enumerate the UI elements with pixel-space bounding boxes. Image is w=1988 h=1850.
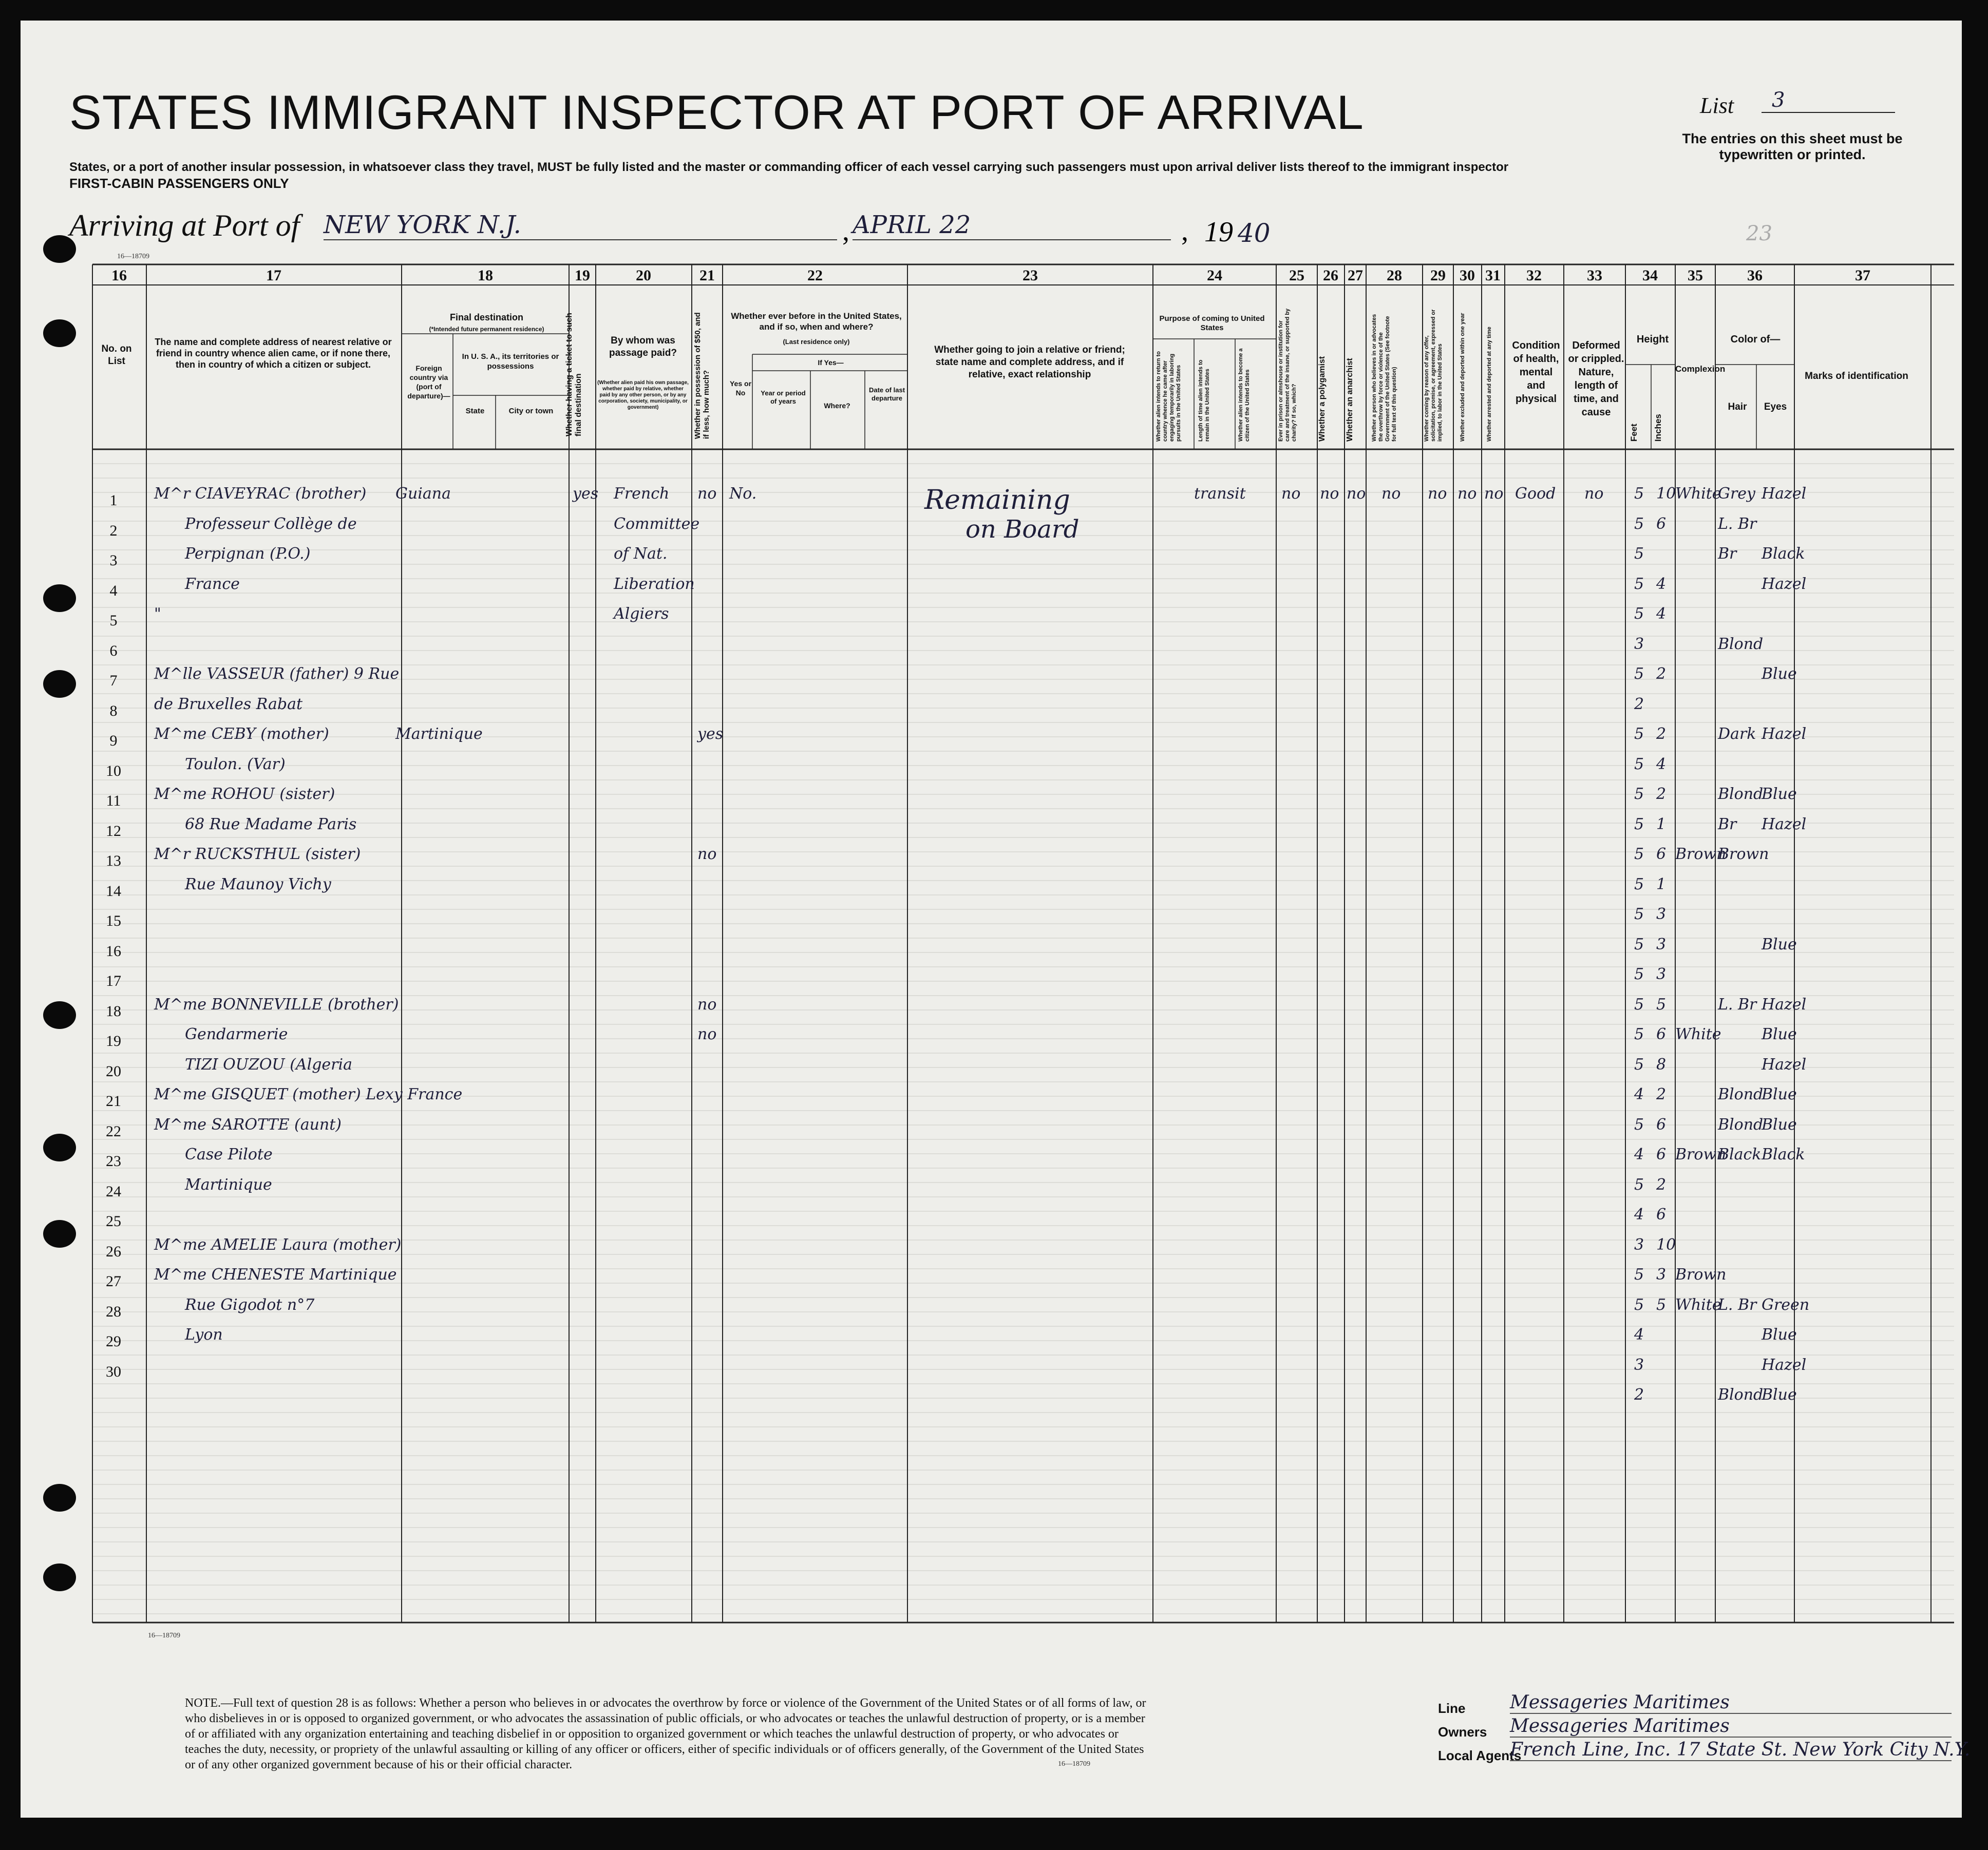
header-no-on-list: No. on List: [101, 344, 132, 367]
excluded-cell: no: [1457, 485, 1477, 503]
form-code-note: 16—18709: [1058, 1760, 1090, 1768]
header-passage-note: (Whether alien paid his own passage, whether paid by relative, whether paid by any other person, or by any corporation, society, municipality, or government): [597, 380, 689, 410]
row-number: 15: [106, 912, 121, 929]
row-number: 8: [109, 702, 118, 719]
header-final-destination-note: (*Intended future permanent residence): [429, 326, 544, 333]
column-number: 28: [1387, 267, 1402, 284]
relative-cell: Case Pilote: [185, 1146, 273, 1164]
entries-note: The entries on this sheet must be typewritten or printed.: [1682, 131, 1903, 162]
eyes-cell: Blue: [1762, 1085, 1797, 1103]
header-passage-paid: By whom was passage paid?: [609, 335, 677, 358]
eyes-cell: Hazel: [1762, 575, 1807, 593]
feet-cell: 3: [1634, 635, 1644, 653]
column-number: 18: [478, 267, 493, 284]
join-cell: Remaining: [924, 485, 1070, 516]
relative-cell: M^me ROHOU (sister): [154, 785, 335, 803]
hair-cell: Grey: [1718, 485, 1756, 503]
eyes-cell: Blue: [1762, 1025, 1797, 1043]
labor-cell: no: [1428, 485, 1447, 503]
feet-cell: 5: [1634, 1115, 1644, 1134]
hair-cell: Brown: [1718, 845, 1769, 863]
row-number: 5: [109, 612, 118, 629]
inches-cell: 1: [1656, 875, 1667, 893]
column-number: 32: [1526, 267, 1542, 284]
inches-cell: 6: [1656, 845, 1667, 863]
feet-cell: 5: [1634, 605, 1644, 623]
feet-cell: 5: [1634, 965, 1644, 983]
feet-cell: 5: [1634, 665, 1644, 683]
row-number: 24: [106, 1183, 121, 1200]
feet-cell: 5: [1634, 545, 1644, 563]
header-final-destination: Final destination: [449, 312, 523, 322]
row-number: 22: [106, 1122, 121, 1140]
feet-cell: 3: [1634, 1356, 1644, 1374]
column-number: 26: [1323, 267, 1338, 284]
date-field: APRIL 22: [853, 211, 1171, 240]
row-number: 26: [106, 1243, 121, 1260]
arriving-label: Arriving at Port of: [69, 208, 300, 242]
prison-cell: no: [1281, 485, 1301, 503]
header-inches: Inches: [1653, 414, 1663, 442]
eyes-cell: Blue: [1762, 665, 1797, 683]
footnote-question-28: NOTE.—Full text of question 28 is as follows: Whether a person who believes in or advocates the overthrow by force or violence of the Government of the United States or of all forms of law, or who disbelieves in or is opposed to organized government, or who advocates the assassination of public officials, or who advocates or teaches the unlawful destruction of property, or is a member of or affiliated with any organization entertaining and teaching disbelief in or opposition to organized government or which teaches the unlawful destruction of property, or who advocates or teaches the duty, necessity, or propriety of the unlawful assaulting or killing of any officer or officers, either of specific individuals or of officers generally, of the Government of the United States or of any other organized government because of his or their official character.: [185, 1696, 1146, 1771]
eyes-cell: Hazel: [1762, 995, 1807, 1014]
row-number: 13: [106, 852, 121, 869]
header-color-of: Color of—: [1730, 334, 1781, 345]
money-cell: no: [697, 485, 717, 503]
inches-cell: 2: [1656, 725, 1667, 743]
line-value: Messageries Maritimes: [1510, 1692, 1952, 1714]
relative-cell: Gendarmerie: [185, 1025, 288, 1043]
eyes-cell: Hazel: [1762, 485, 1807, 503]
relative-cell: Rue Gigodot n°7: [185, 1295, 315, 1314]
relative-cell: M^me CHENESTE Martinique: [154, 1266, 397, 1284]
inches-cell: 6: [1656, 1025, 1667, 1043]
inches-cell: 5: [1656, 995, 1667, 1014]
hair-cell: Blond: [1718, 1386, 1764, 1404]
list-label: List: [1700, 93, 1734, 118]
relative-cell: M^me SAROTTE (aunt): [154, 1115, 342, 1134]
deported-cell: no: [1484, 485, 1504, 503]
row-number: 30: [106, 1363, 121, 1380]
feet-cell: 4: [1634, 1326, 1644, 1344]
header-foreign-country: Foreign country via (port of departure)—: [407, 364, 450, 400]
eyes-cell: Blue: [1762, 1115, 1797, 1134]
anarchist-cell: no: [1347, 485, 1366, 503]
header-ever-before: Whether ever before in the United States, and if so, when and where?: [731, 311, 902, 332]
hair-cell: Blond: [1718, 1085, 1764, 1103]
agents-label: Local Agents: [1438, 1748, 1522, 1763]
inches-cell: 10: [1656, 1235, 1676, 1254]
inches-cell: 3: [1656, 935, 1667, 953]
inches-cell: 2: [1656, 1175, 1667, 1194]
complexion-cell: White: [1675, 1295, 1721, 1314]
header-purpose-return: Whether alien intends to return to country whence he came after engaging temporarily in laboring pursuits in the United States: [1156, 351, 1182, 442]
eyes-cell: Black: [1762, 1146, 1805, 1164]
overthrow-cell: no: [1381, 485, 1401, 503]
form-title: STATES IMMIGRANT INSPECTOR AT PORT OF ARRIVAL: [69, 85, 1364, 139]
column-number: 34: [1642, 267, 1658, 284]
eyes-cell: Blue: [1762, 1326, 1797, 1344]
row-number: 19: [106, 1033, 121, 1050]
hair-cell: Black: [1718, 1146, 1762, 1164]
complexion-cell: Brown: [1675, 1146, 1727, 1164]
money-cell: yes: [697, 725, 724, 743]
feet-cell: 4: [1634, 1206, 1644, 1224]
header-ever-before-note: (Last residence only): [783, 338, 850, 346]
complexion-cell: White: [1675, 1025, 1721, 1043]
eyes-cell: Black: [1762, 545, 1805, 563]
header-yes-no: Yes or No: [729, 379, 752, 397]
feet-cell: 5: [1634, 845, 1644, 863]
owners-label: Owners: [1438, 1724, 1487, 1740]
eyes-cell: Blue: [1762, 1386, 1797, 1404]
inches-cell: 6: [1656, 1115, 1667, 1134]
hair-cell: L. Br: [1718, 995, 1757, 1014]
header-last-departure: Date of last departure: [868, 386, 905, 402]
complexion-cell: Brown: [1675, 845, 1727, 863]
header-complexion: Complexion: [1675, 364, 1726, 374]
deformed-cell: no: [1584, 485, 1604, 503]
owners-value: Messageries Maritimes: [1510, 1715, 1952, 1738]
inches-cell: 2: [1656, 1085, 1667, 1103]
via-cell: Guiana: [395, 485, 451, 503]
row-number: 10: [106, 762, 121, 779]
feet-cell: 5: [1634, 575, 1644, 593]
inches-cell: 6: [1656, 514, 1667, 533]
relative-cell: Perpignan (P.O.): [185, 545, 311, 563]
column-number: 27: [1348, 267, 1363, 284]
hair-cell: L. Br: [1718, 1295, 1757, 1314]
feet-cell: 2: [1634, 1386, 1644, 1404]
eyes-cell: Blue: [1762, 785, 1797, 803]
eyes-cell: Hazel: [1762, 725, 1807, 743]
column-number: 21: [699, 267, 715, 284]
column-number: 16: [111, 267, 127, 284]
line-label: Line: [1438, 1701, 1466, 1716]
polygamist-cell: no: [1320, 485, 1339, 503]
row-number: 2: [109, 522, 118, 539]
row-number: 18: [106, 1002, 121, 1020]
relative-cell: Martinique: [185, 1175, 272, 1194]
money-cell: no: [697, 995, 717, 1014]
header-health: Condition of health, mental and physical: [1512, 340, 1560, 405]
row-number: 7: [109, 672, 118, 689]
feet-cell: 5: [1634, 875, 1644, 893]
paid-by-cell: Algiers: [614, 605, 669, 623]
hair-cell: L. Br: [1718, 514, 1757, 533]
relative-cell: 68 Rue Madame Paris: [185, 815, 357, 833]
feet-cell: 5: [1634, 485, 1644, 503]
hair-cell: Br: [1718, 545, 1737, 563]
form-code-bottom: 16—18709: [148, 1632, 180, 1639]
header-anarchist: Whether an anarchist: [1346, 358, 1354, 442]
row-number: 27: [106, 1273, 121, 1290]
header-excluded: Whether excluded and deported within one year: [1460, 313, 1466, 442]
relative-cell: ": [154, 605, 161, 623]
form-code-top: 16—18709: [117, 253, 149, 260]
row-number: 1: [109, 492, 118, 509]
relative-cell: M^lle VASSEUR (father) 9 Rue: [154, 665, 400, 683]
feet-cell: 5: [1634, 514, 1644, 533]
hair-cell: Blond: [1718, 785, 1764, 803]
paid-by-cell: French: [614, 485, 670, 503]
money-cell: no: [697, 845, 717, 863]
column-number: 22: [807, 267, 823, 284]
row-number: 29: [106, 1333, 121, 1350]
year-prefix: 19: [1204, 216, 1233, 248]
eyes-cell: Hazel: [1762, 1055, 1807, 1074]
header-where: Where?: [824, 402, 850, 410]
relative-cell: Toulon. (Var): [185, 755, 286, 773]
agents-value: French Line, Inc. 17 State St. New York City N.Y.: [1510, 1739, 1971, 1760]
relative-cell: M^me CEBY (mother): [154, 725, 329, 743]
relative-cell: France: [185, 575, 240, 593]
header-in-usa: In U. S. A., its territories or possessions: [462, 352, 559, 371]
inches-cell: 2: [1656, 785, 1667, 803]
inches-cell: 6: [1656, 1206, 1667, 1224]
feet-cell: 3: [1634, 1235, 1644, 1254]
row-number: 12: [106, 822, 121, 840]
via-cell: Martinique: [395, 725, 483, 743]
corner-mark: 23: [1746, 222, 1772, 245]
header-relative: The name and complete address of nearest relative or friend in country whence alien came, or if none there, then in country of which a citizen or subject.: [155, 337, 392, 370]
first-cabin-note: FIRST-CABIN PASSENGERS ONLY: [69, 176, 289, 191]
hair-cell: Br: [1718, 815, 1737, 833]
column-number: 30: [1460, 267, 1475, 284]
feet-cell: 4: [1634, 1085, 1644, 1103]
feet-cell: 2: [1634, 695, 1644, 713]
row-number: 11: [106, 792, 121, 809]
header-eyes: Eyes: [1764, 402, 1787, 412]
inches-cell: 8: [1656, 1055, 1667, 1074]
inches-cell: 1: [1656, 815, 1667, 833]
header-marks: Marks of identification: [1805, 371, 1908, 382]
complexion-cell: Brown: [1675, 1266, 1727, 1284]
form-instructions: States, or a port of another insular possession, in whatsoever class they travel, MUST be fully listed and the master or commanding officer of each vessel carrying such passengers must upon arrival deliver lists thereof to the immigrant inspector: [69, 160, 1509, 174]
inches-cell: 5: [1656, 1295, 1667, 1314]
feet-cell: 5: [1634, 1055, 1644, 1074]
header-height: Height: [1636, 334, 1669, 345]
relative-cell: M^r CIAVEYRAC (brother): [154, 485, 367, 503]
header-year-period: Year or period of years: [761, 389, 806, 405]
row-number: 17: [106, 972, 121, 989]
row-number: 3: [109, 552, 118, 569]
feet-cell: 5: [1634, 1175, 1644, 1194]
column-number: 35: [1688, 267, 1703, 284]
column-number: 33: [1587, 267, 1602, 284]
header-city: City or town: [508, 407, 554, 415]
inches-cell: 2: [1656, 665, 1667, 683]
feet-cell: 4: [1634, 1146, 1644, 1164]
feet-cell: 5: [1634, 1266, 1644, 1284]
row-number: 20: [106, 1062, 121, 1080]
feet-cell: 5: [1634, 995, 1644, 1014]
purpose-cell: transit: [1194, 485, 1246, 503]
money-cell: no: [697, 1025, 717, 1043]
health-cell: Good: [1515, 485, 1556, 503]
eyes-cell: Blue: [1762, 935, 1797, 953]
column-number: 37: [1855, 267, 1870, 284]
eyes-cell: Green: [1762, 1295, 1810, 1314]
feet-cell: 5: [1634, 905, 1644, 923]
header-overthrow: Whether a person who believes in or advocates the overthrow by force or violence of the Government of the United States (See footnote for full text of this question): [1371, 314, 1397, 442]
relative-cell: Professeur Collège de: [185, 514, 357, 533]
relative-cell: M^r RUCKSTHUL (sister): [154, 845, 361, 863]
header-deported: Whether arrested and deported at any time: [1486, 327, 1492, 442]
header-fifty-dollars: Whether in possession of $50, and if less, how much?: [693, 312, 711, 439]
row-number: 6: [109, 642, 118, 659]
header-ticket: Whether having a ticket to such final destination: [565, 313, 583, 436]
complexion-cell: White: [1675, 485, 1721, 503]
row-number: 25: [106, 1213, 121, 1230]
feet-cell: 5: [1634, 725, 1644, 743]
header-feet: Feet: [1629, 424, 1639, 442]
column-number: 20: [636, 267, 651, 284]
column-number: 36: [1747, 267, 1763, 284]
header-purpose: Purpose of coming to United States: [1159, 314, 1265, 332]
inches-cell: 3: [1656, 965, 1667, 983]
row-number: 14: [106, 882, 121, 900]
paid-by-cell: of Nat.: [614, 545, 668, 563]
ticket-cell: yes: [573, 485, 599, 503]
header-hair: Hair: [1728, 402, 1747, 412]
row-number: 4: [109, 582, 118, 599]
hair-cell: Blond: [1718, 635, 1764, 653]
row-number: 16: [106, 942, 121, 960]
header-join-relative: Whether going to join a relative or friend; state name and complete address, and if relative, exact relationship: [934, 345, 1125, 380]
inches-cell: 6: [1656, 1146, 1667, 1164]
header-purpose-citizen: Whether alien intends to become a citizen of the United States: [1238, 348, 1251, 442]
inches-cell: 3: [1656, 905, 1667, 923]
relative-cell: M^me GISQUET (mother) Lexy France: [154, 1085, 463, 1103]
header-deformed: Deformed or crippled. Nature, length of time, and cause: [1568, 340, 1624, 418]
list-number: 3: [1762, 88, 1895, 113]
comma: ,: [842, 215, 849, 247]
feet-cell: 5: [1634, 815, 1644, 833]
paid-by-cell: Liberation: [614, 575, 695, 593]
feet-cell: 5: [1634, 1025, 1644, 1043]
hair-cell: Blond: [1718, 1115, 1764, 1134]
inches-cell: 4: [1656, 755, 1667, 773]
header-labor-offer: Whether coming by reason of any offer, solicitation, promise, or agreement, expressed or implied, to labor in the United States: [1424, 309, 1443, 442]
relative-cell: Rue Maunoy Vichy: [185, 875, 331, 893]
header-if-yes: If Yes—: [818, 358, 844, 367]
relative-cell: M^me BONNEVILLE (brother): [154, 995, 399, 1014]
column-number: 19: [575, 267, 590, 284]
comma: ,: [1181, 215, 1188, 247]
header-state: State: [465, 407, 485, 415]
relative-cell: TIZI OUZOU (Algeria: [185, 1055, 352, 1074]
row-number: 23: [106, 1153, 121, 1170]
column-number: 24: [1207, 267, 1222, 284]
feet-cell: 5: [1634, 785, 1644, 803]
feet-cell: 5: [1634, 1295, 1644, 1314]
relative-cell: M^me AMELIE Laura (mother): [154, 1235, 402, 1254]
eyes-cell: Hazel: [1762, 815, 1807, 833]
column-number: 29: [1430, 267, 1446, 284]
row-number: 21: [106, 1093, 121, 1110]
inches-cell: 10: [1656, 485, 1676, 503]
column-number: 23: [1023, 267, 1038, 284]
relative-cell: de Bruxelles Rabat: [154, 695, 303, 713]
inches-cell: 3: [1656, 1266, 1667, 1284]
column-number: 31: [1485, 267, 1501, 284]
hair-cell: Dark: [1718, 725, 1756, 743]
inches-cell: 4: [1656, 605, 1667, 623]
join-cell: on Board: [965, 514, 1080, 544]
feet-cell: 5: [1634, 755, 1644, 773]
row-number: 28: [106, 1303, 121, 1320]
column-number: 25: [1289, 267, 1304, 284]
header-polygamist: Whether a polygamist: [1318, 356, 1327, 442]
eyes-cell: Hazel: [1762, 1356, 1807, 1374]
inches-cell: 4: [1656, 575, 1667, 593]
row-number: 9: [109, 732, 118, 749]
relative-cell: Lyon: [185, 1326, 223, 1344]
column-number: 17: [266, 267, 281, 284]
paid-by-cell: Committee: [614, 514, 700, 533]
header-purpose-length: Length of time alien intends to remain in the United States: [1198, 359, 1210, 442]
year-suffix: 40: [1238, 218, 1271, 248]
feet-cell: 5: [1634, 935, 1644, 953]
before-cell: No.: [729, 485, 757, 503]
header-prison: Ever in prison or almshouse or institution for care and treatment of the insane, or supported by charity? If so, which?: [1278, 308, 1297, 442]
port-field: NEW YORK N.J.: [324, 211, 837, 240]
